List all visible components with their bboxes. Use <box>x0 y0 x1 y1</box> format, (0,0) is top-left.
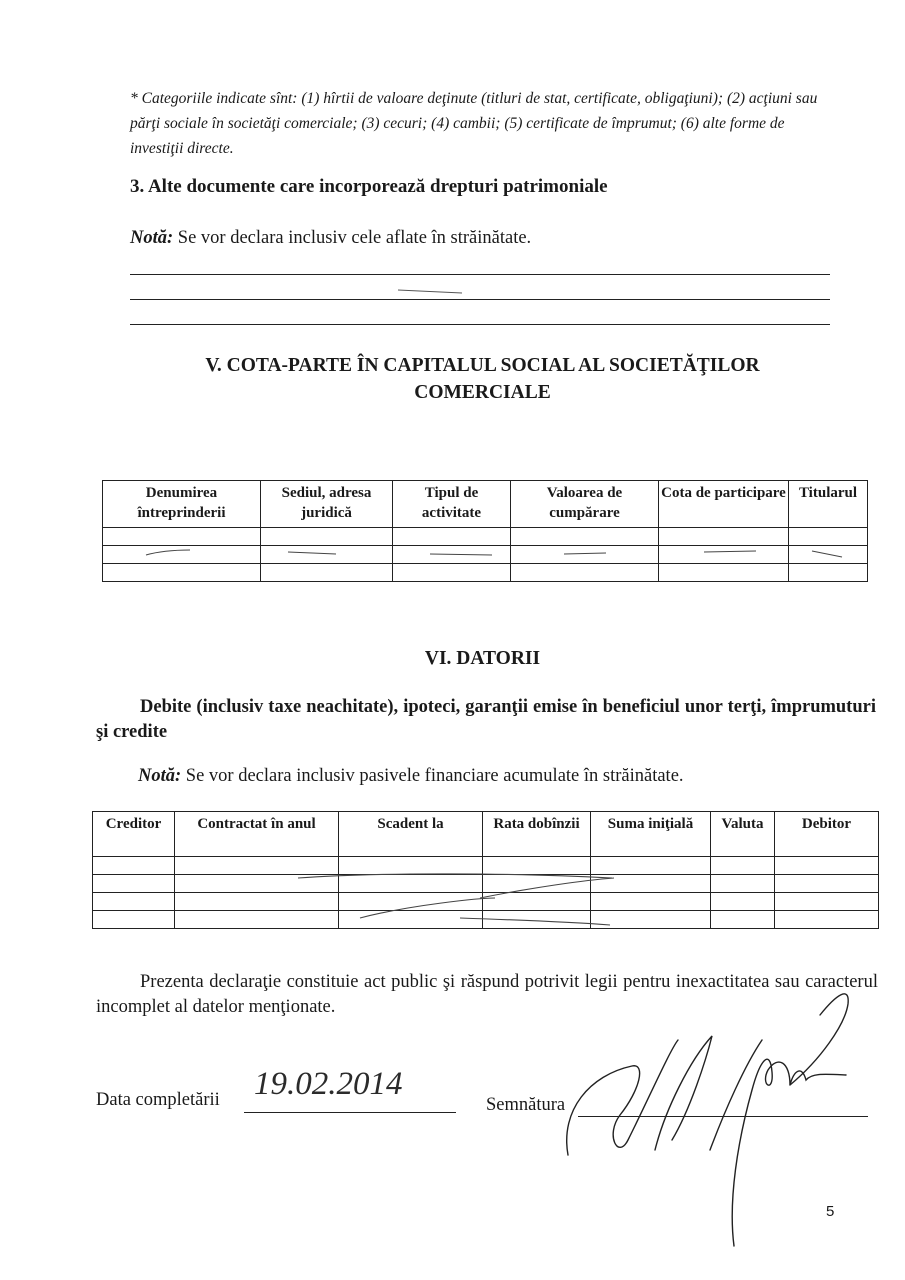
note-text: Se vor declara inclusiv pasivele financiare acumulate în străinătate. <box>181 766 684 786</box>
column-header: Debitor <box>775 812 879 857</box>
section-6-title: VI. DATORII <box>424 648 541 669</box>
section-5-title-line1: V. COTA-PARTE ÎN CAPITALUL SOCIAL AL SOCIETĂŢILOR <box>205 355 760 376</box>
declaration-statement: Prezenta declaraţie constituie act public şi răspund potrivit legii pentru inexactitatea sau caracterul incomplet al datelor menţionate. <box>96 972 878 1017</box>
page-number: 5 <box>826 1203 835 1220</box>
handwritten-date: 19.02.2014 <box>254 1066 403 1102</box>
signature-scribble <box>567 994 848 1246</box>
column-header: Valoarea de cumpărare <box>511 481 659 528</box>
column-header: Sediul, adresa juridică <box>261 481 393 528</box>
note-label: Notă: <box>130 228 174 248</box>
cross-out-strokes <box>298 874 614 925</box>
signature-label: Semnătura <box>486 1095 566 1115</box>
section-3-heading: 3. Alte documente care incorporează drepturi patrimoniale <box>130 176 608 197</box>
date-label: Data completării <box>96 1090 220 1110</box>
column-header: Scadent la <box>339 812 483 857</box>
column-header: Tipul de activitate <box>393 481 511 528</box>
dash-marks <box>146 550 842 557</box>
column-header: Titularul <box>789 481 868 528</box>
section-6-intro: Debite (inclusiv taxe neachitate), ipoteci, garanţii emise în beneficiul unor terţi, împrumuturi şi credite <box>96 697 876 742</box>
section-5-title-line2: COMERCIALE <box>414 382 551 403</box>
categories-footnote: * Categoriile indicate sînt: (1) hîrtii de valoare deţinute (titluri de stat, certificate, obligaţiuni); (2) acţiuni sau părţi sociale în societăţi comerciale; (3) cecuri; (4) cambii; (5) certificate de împrumut; (6) alte forme de investiţii directe. <box>130 90 818 157</box>
note-label: Notă: <box>138 766 182 786</box>
column-header: Contractat în anul <box>175 812 339 857</box>
column-header: Valuta <box>711 812 775 857</box>
column-header: Creditor <box>93 812 175 857</box>
column-header: Rata dobînzii <box>483 812 591 857</box>
note-text: Se vor declara inclusiv cele aflate în străinătate. <box>173 228 532 248</box>
column-header: Suma iniţială <box>591 812 711 857</box>
column-header: Denumirea întreprinderii <box>103 481 261 528</box>
column-header: Cota de participare <box>659 481 789 528</box>
dash-mark <box>398 290 462 293</box>
